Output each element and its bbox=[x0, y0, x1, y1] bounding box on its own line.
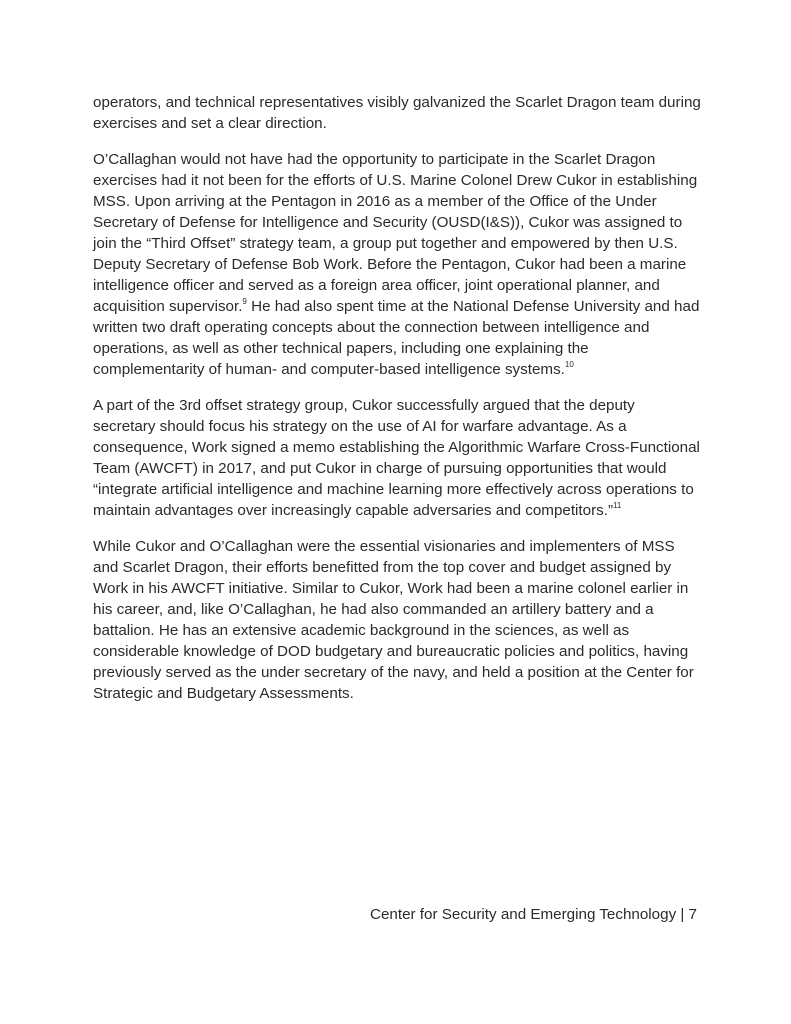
paragraph-text: operators, and technical representatives visibly galvanized the Scarlet Dragon team during exercises and set a clear direction. bbox=[93, 94, 701, 132]
paragraph-text: O’Callaghan would not have had the opportunity to participate in the Scarlet Dragon exercises had it not been for the efforts of U.S. Marine Colonel Drew Cukor in establishing MSS. Upon arriving at the Pentagon in 2016 as a member of the Office of the Under Secretary of Defense for Intelligence and Security (OUSD(I&S)), Cukor was assigned to join the “Third Offset” strategy team, a group put together and empowered by then U.S. Deputy Secretary of Defense Bob Work. Before the Pentagon, Cukor had been a marine intelligence officer and served as a foreign area officer, joint operational planner, and acquisition supervisor. bbox=[93, 151, 698, 315]
paragraph bbox=[93, 395, 701, 521]
body-text bbox=[93, 92, 701, 719]
footnote-ref[interactable]: 10 bbox=[564, 359, 574, 369]
paragraph bbox=[93, 149, 701, 380]
paragraph-text: A part of the 3rd offset strategy group, Cukor successfully argued that the deputy secretary should focus his strategy on the use of AI for warfare advantage. As a consequence, Work signed a memo establishing the Algorithmic Warfare Cross-Functional Team (AWCFT) in 2017, and put Cukor in charge of pursuing opportunities that would “integrate artificial intelligence and machine learning more effectively across operations to maintain advantages over increasingly capable adversaries and competitors.” bbox=[93, 397, 700, 519]
footnote-ref[interactable]: 11 bbox=[613, 500, 622, 510]
paragraph bbox=[93, 536, 701, 704]
footnote-ref[interactable]: 9 bbox=[242, 296, 247, 306]
paragraph-text: While Cukor and O’Callaghan were the essential visionaries and implementers of MSS and Scarlet Dragon, their efforts benefitted from the top cover and budget assigned by Work in his AWCFT initiative. Similar to Cukor, Work had been a marine colonel earlier in his career, and, like O’Callaghan, he had also commanded an artillery battery and a battalion. He has an extensive academic background in the sciences, as well as considerable knowledge of DOD budgetary and bureaucratic policies and politics, having previously served as the under secretary of the navy, and held a position at the Center for Strategic and Budgetary Assessments. bbox=[93, 538, 694, 702]
paragraph bbox=[93, 92, 701, 134]
paragraph-text: He had also spent time at the National Defense University and had written two draft operating concepts about the connection between intelligence and operations, as well as other technical papers, including one explaining the complementarity of human- and computer-based intelligence systems. bbox=[93, 298, 700, 378]
page-footer: Center for Security and Emerging Technology | 7 bbox=[370, 906, 697, 923]
